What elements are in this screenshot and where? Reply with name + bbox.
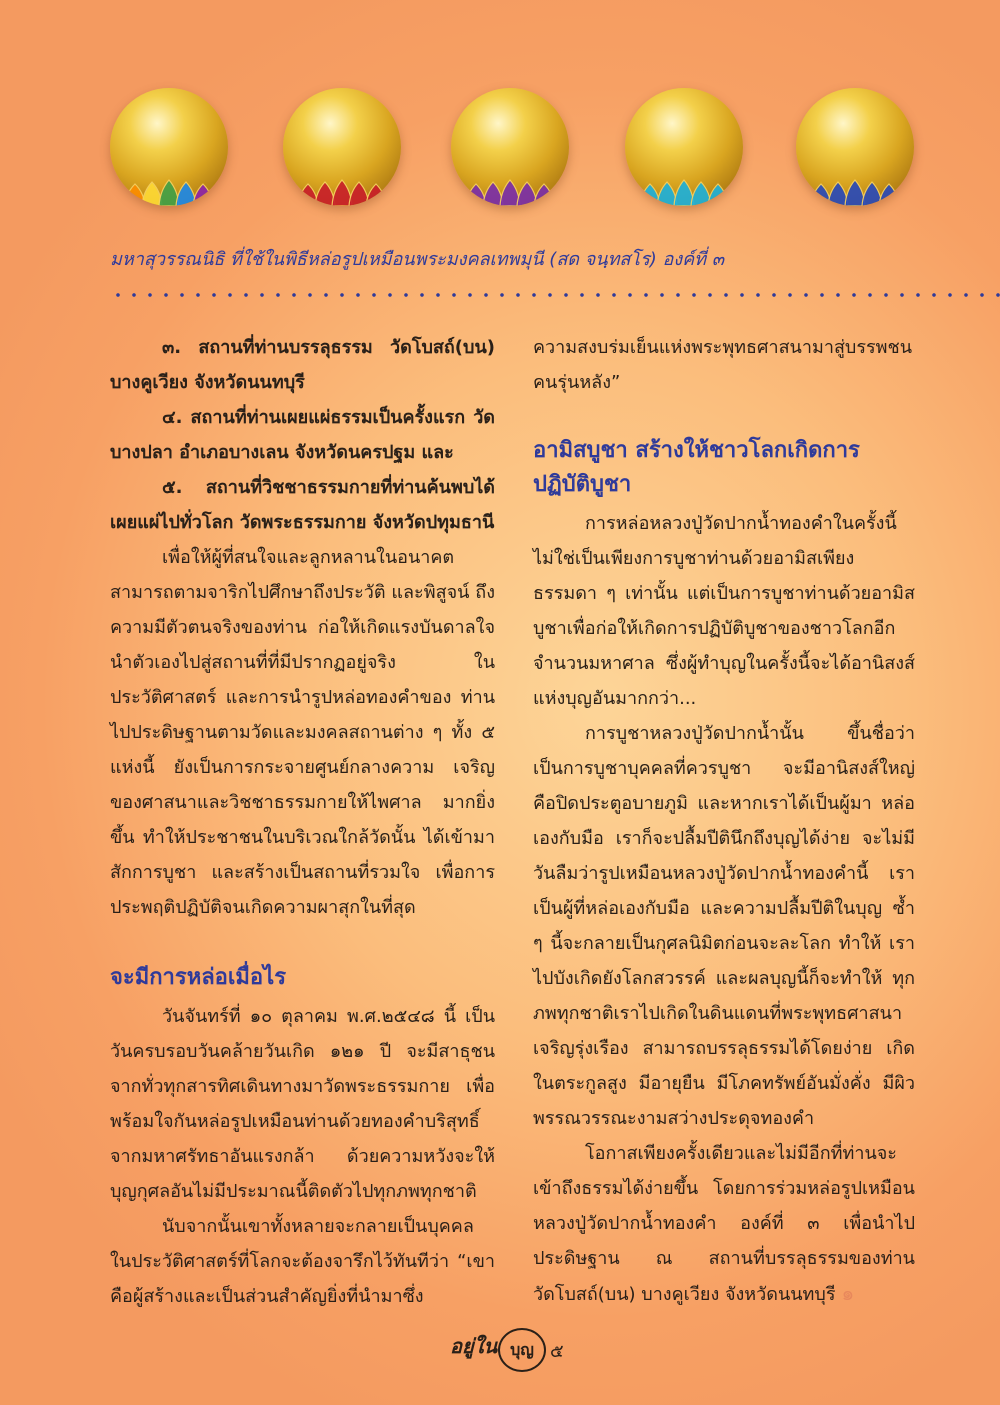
lotus-petal [383,186,401,206]
paragraph-place-5: ๕. สถานที่วิชชาธรรมกายที่ท่านค้นพบได้ เผยแผ่ไปทั่วโลก วัดพระธรรมกาย จังหวัดปทุมธานี [110,477,495,533]
lotus-petal [551,186,569,206]
paragraph-purpose: เพื่อให้ผู้ที่สนใจและลูกหลานในอนาคต สามารถตามจาริกไปศึกษาถึงประวัติ และพิสูจน์ ถึงความมีตัวตนจริงของท่าน ก่อให้เกิดแรงบันดาลใจนำตัวเองไปสู่สถานที่ที่มีปรากฏอยู่จริง ในประวัติศาสตร์ และการนำรูปหล่อทองคำของ ท่านไปประดิษฐานตามวัดและมงคลสถานต่าง ๆ ทั้ง ๕ แห่งนี้ ยังเป็นการกระจายศูนย์กลางความ เจริญของศาสนาและวิชชาธรรมกายให้ไพศาล มากยิ่งขึ้น ทำให้ประชาชนในบริเวณใกล้วัดนั้น ได้เข้ามาสักการบูชา และสร้างเป็นสถานที่รวมใจ เพื่อการประพฤติปฏิบัติจนเกิดความผาสุกในที่สุด [110,547,495,918]
lotus-petals-icon [110,146,228,206]
golden-sphere-rainbow [110,88,228,206]
lotus-petals-icon [451,146,569,206]
right-column [533,330,915,1312]
paragraph-opportunity [533,1136,915,1312]
lotus-petal [725,186,743,206]
golden-sphere-purple [451,88,569,206]
heading-when-casting: จะมีการหล่อเมื่อไร [110,965,287,990]
lotus-petal [210,186,228,206]
lotus-sphere-row [0,88,1000,218]
paragraph-date: วันจันทร์ที่ ๑๐ ตุลาคม พ.ศ.๒๕๔๘ นี้ เป็น วันครบรอบวันคล้ายวันเกิด ๑๒๑ ปี จะมีสาธุชน จากทั่วทุกสารทิศเดินทางมาวัดพระธรรมกาย เพื่อ พร้อมใจกันหล่อรูปเหมือนท่านด้วยทองคำบริสุทธิ์ จากมหาศรัทธาอันแรงกล้า ด้วยความหวังจะให้ บุญกุศลอันไม่มีประมาณนี้ติดตัวไปทุกภพทุกชาติ [110,1006,495,1202]
lotus-petals-icon [625,146,743,206]
left-column [110,330,495,1314]
lotus-petal [896,186,914,206]
paragraph-opportunity-text: โอกาสเพียงครั้งเดียวและไม่มีอีกที่ท่านจะ เข้าถึงธรรมได้ง่ายขึ้น โดยการร่วมหล่อรูปเหมือน หลวงปู่วัดปากน้ำทองคำ องค์ที่ ๓ เพื่อนำไป ประดิษฐาน ณ สถานที่บรรลุธรรมของท่าน วัดโบสถ์(บน) บางคูเวียง จังหวัดนนทบุรี [533,1143,915,1305]
golden-sphere-red [283,88,401,206]
page-footer [450,1328,580,1372]
photo-caption: มหาสุวรรณนิธิ ที่ใช้ในพิธีหล่อรูปเหมือนพระมงคลเทพมุนี (สด จนฺทสโร) องค์ที่ ๓ [110,249,725,270]
paragraph-place-4: ๔. สถานที่ท่านเผยแผ่ธรรมเป็นครั้งแรก วัดบางปลา อำเภอบางเลน จังหวัดนครปฐม และ [110,407,495,463]
lotus-petals-icon [796,146,914,206]
paragraph-place-3: ๓. สถานที่ท่านบรรลุธรรม วัดโบสถ์(บน) บางคูเวียง จังหวัดนนทบุรี [110,337,495,393]
paragraph-history: นับจากนั้นเขาทั้งหลายจะกลายเป็นบุคคล ในประวัติศาสตร์ที่โลกจะต้องจารึกไว้ทันทีว่า “เขาคือผู้สร้างและเป็นส่วนสำคัญยิ่งที่นำมาซึ่ง [110,1216,495,1307]
paragraph-merit: การบูชาหลวงปู่วัดปากน้ำนั้น ขึ้นชื่อว่า เป็นการบูชาบุคคลที่ควรบูชา จะมีอานิสงส์ใหญ่ คือปิดประตูอบายภูมิ และหากเราได้เป็นผู้มา หล่อเองกับมือ เราก็จะปลื้มปีตินึกถึงบุญได้ง่าย จะไม่มีวันลืมว่ารูปเหมือนหลวงปู่วัดปากน้ำทองคำนี้ เราเป็นผู้ที่หล่อเองกับมือ และความปลื้มปีติในบุญ ซ้ำ ๆ นี้จะกลายเป็นกุศลนิมิตก่อนจะละโลก ทำให้ เราไปบังเกิดยังโลกสวรรค์ และผลบุญนี้ก็จะทำให้ ทุกภพทุกชาติเราไปเกิดในดินแดนที่พระพุทธศาสนาเจริญรุ่งเรือง สามารถบรรลุธรรมได้โดยง่าย เกิดในตระกูลสูง มีอายุยืน มีโภคทรัพย์อันมั่งคั่ง มีผิวพรรณวรรณะงามสว่างประดุจทองคำ [533,723,915,1129]
golden-sphere-blue [796,88,914,206]
page-number: ๕ [550,1341,564,1362]
magazine-logo: อยู่ใน [450,1334,498,1358]
paragraph-casting-meaning: การหล่อหลวงปู่วัดปากน้ำทองคำในครั้งนี้ ไม่ใช่เป็นเพียงการบูชาท่านด้วยอามิสเพียง ธรรมดา ๆ เท่านั้น แต่เป็นการบูชาท่านด้วยอามิสบูชาเพื่อก่อให้เกิดการปฏิบัติบูชาของชาวโลกอีก จำนวนมหาศาล ซึ่งผู้ทำบุญในครั้งนี้จะได้อานิสงส์ แห่งบุญอันมากกว่า... [533,513,915,709]
heading-amisa-bucha: อามิสบูชา สร้างให้ชาวโลกเกิดการปฏิบัติบูชา [533,438,860,497]
dotted-divider [110,290,1000,300]
lotus-petals-icon [283,146,401,206]
end-mark-icon: ๑ [841,1281,855,1305]
paragraph-continuation: ความสงบร่มเย็นแห่งพระพุทธศาสนามาสู่บรรพชนคนรุ่นหลัง” [533,337,913,393]
golden-sphere-cyan [625,88,743,206]
magazine-logo-badge: บุญ [498,1328,546,1372]
